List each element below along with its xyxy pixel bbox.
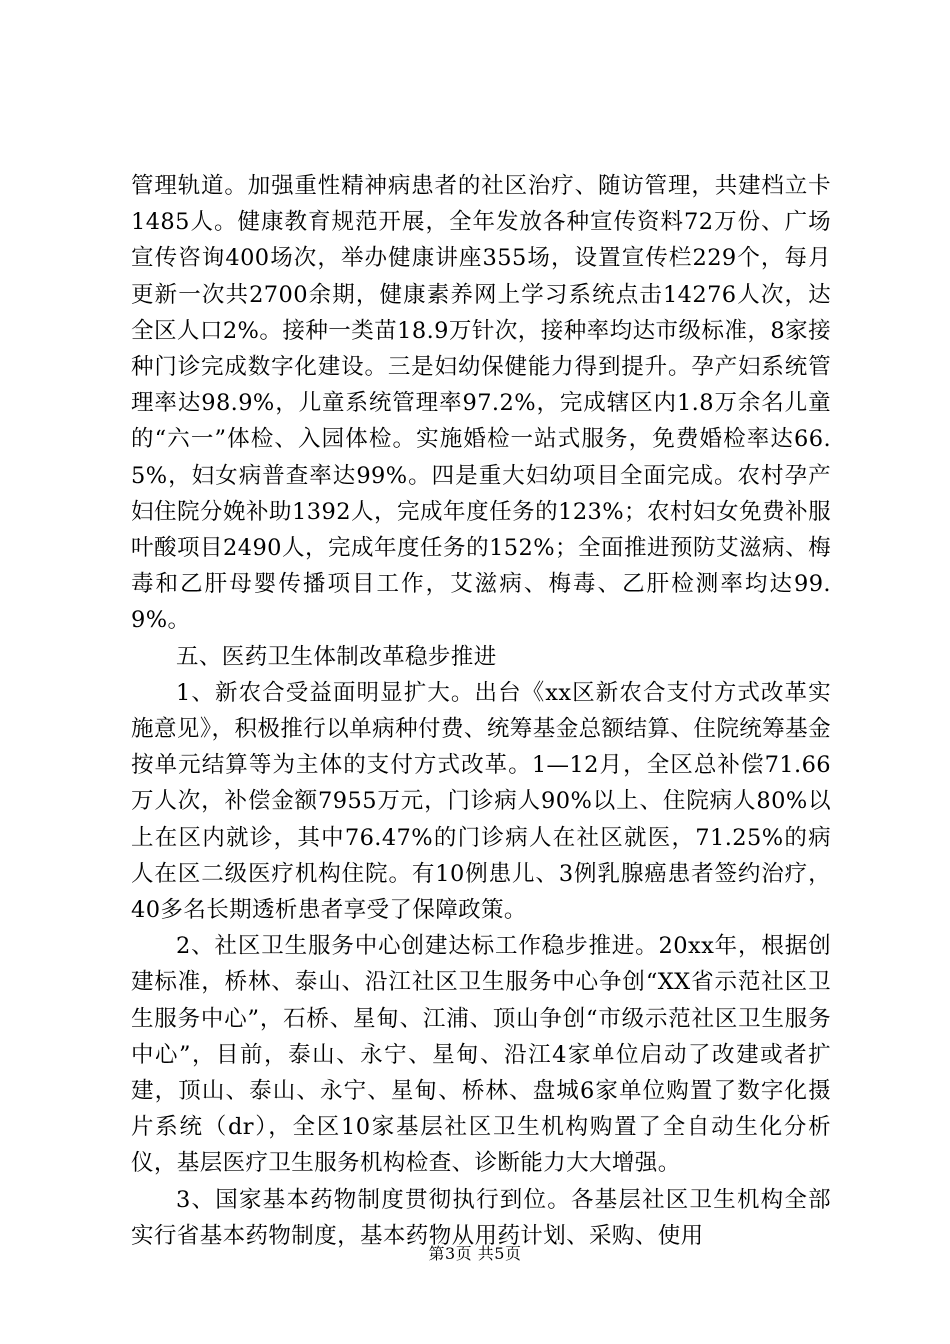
- paragraph-1: 管理轨道。加强重性精神病患者的社区治疗、随访管理，共建档立卡1485人。健康教育规范开展，全年发放各种宣传资料72万份、广场宣传咨询400场次，举办健康讲座355场，设置宣传栏229个，每月更新一次共2700余期，健康素养网上学习系统点击14276人次，达全区人口2%。接种一类苗18.9万针次，接种率均达市级标准，8家接种门诊完成数字化建设。三是妇幼保健能力得到提升。孕产妇系统管理率达98.9%，儿童系统管理率97.2%，完成辖区内1.8万余名儿童的“六一”体检、入园体检。实施婚检一站式服务，免费婚检率达66.5%，妇女病普查率达99%。四是重大妇幼项目全面完成。农村孕产妇住院分娩补助1392人，完成年度任务的123%；农村妇女免费补服叶酸项目2490人，完成年度任务的152%；全面推进预防艾滋病、梅毒和乙肝母婴传播项目工作，艾滋病、梅毒、乙肝检测率均达99.9%。: [131, 173, 831, 634]
- section-heading-five: 五、医药卫生体制改革稳步推进: [176, 643, 497, 670]
- paragraph-ncms: 1、新农合受益面明显扩大。出台《xx区新农合支付方式改革实施意见》，积极推行以单病种付费、统筹基金总额结算、住院统筹基金按单元结算等为主体的支付方式改革。1—12月，全区总补偿71.66万人次，补偿金额7955万元，门诊病人90%以上、住院病人80%以上在区内就诊，其中76.47%的门诊病人在社区就医，71.25%的病人在区二级医疗机构住院。有10例患儿、3例乳腺癌患者签约治疗，40多名长期透析患者享受了保障政策。: [131, 679, 831, 924]
- body-text: [131, 168, 831, 1254]
- page-footer: 第3页 共5页: [428, 1244, 522, 1263]
- paragraph-essential-drugs: 3、国家基本药物制度贯彻执行到位。各基层社区卫生机构全部实行省基本药物制度，基本药物从用药计划、采购、使用: [131, 1186, 831, 1249]
- paragraph-community-health: 2、社区卫生服务中心创建达标工作稳步推进。20xx年，根据创建标准，桥林、泰山、沿江社区卫生服务中心争创“XX省示范社区卫生服务中心”，石桥、星甸、江浦、顶山争创“市级示范社区卫生服务中心”，目前，泰山、永宁、星甸、沿江4家单位启动了改建或者扩建，顶山、泰山、永宁、星甸、桥林、盘城6家单位购置了数字化摄片系统（dr），全区10家基层社区卫生机构购置了全自动生化分析仪，基层医疗卫生服务机构检查、诊断能力大大增强。: [131, 933, 831, 1177]
